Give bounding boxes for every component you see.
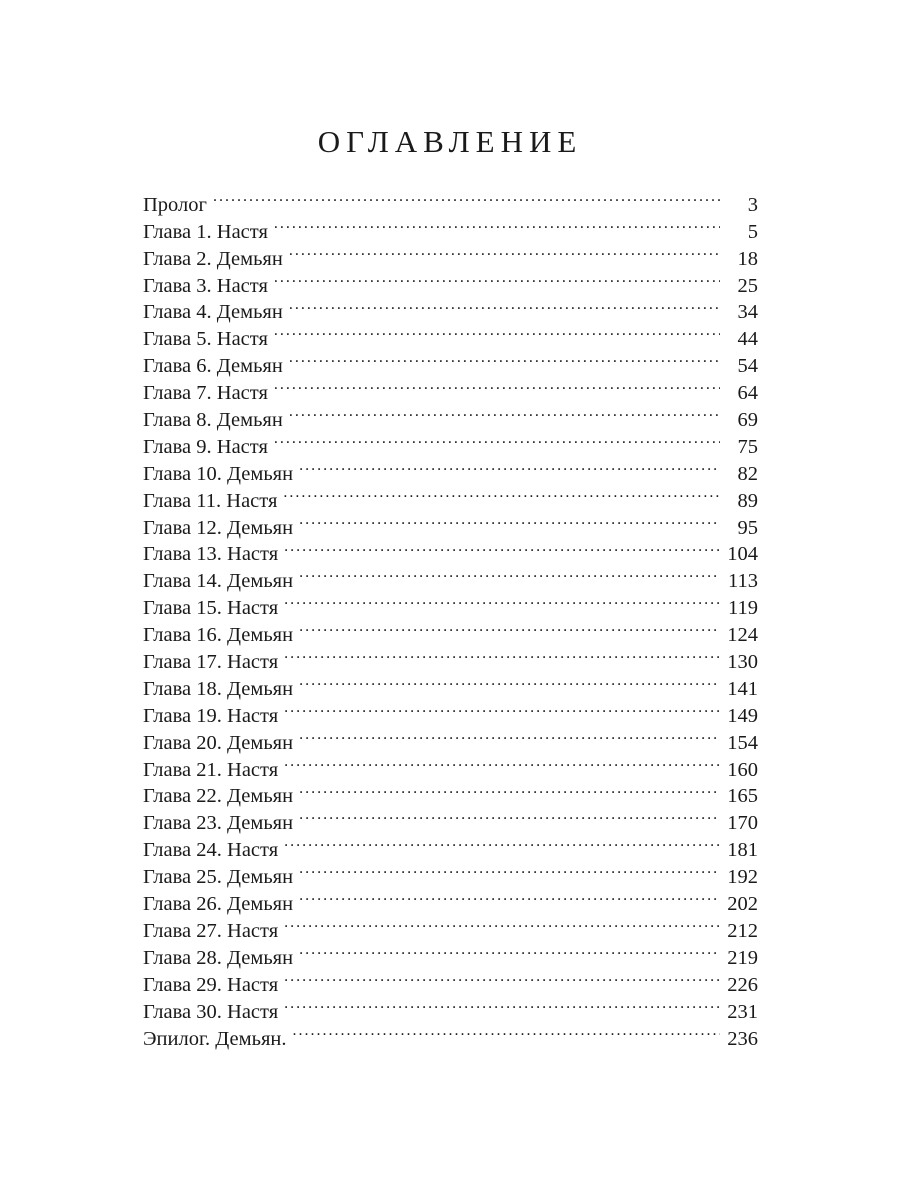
toc-entry-label: Глава 20. Демьян xyxy=(143,731,294,754)
toc-entry-page: 119 xyxy=(728,597,758,620)
dot-leader xyxy=(284,910,720,937)
toc-entry-page: 231 xyxy=(727,1000,758,1023)
dot-leader xyxy=(213,184,720,211)
toc-entry-label: Глава 24. Настя xyxy=(143,839,279,862)
dot-leader xyxy=(284,829,720,856)
toc-entry-page: 219 xyxy=(727,946,758,969)
dot-leader xyxy=(289,399,720,426)
toc-entry-label: Глава 27. Настя xyxy=(143,919,279,942)
toc-entry-label: Глава 23. Демьян xyxy=(143,812,294,835)
dot-leader xyxy=(284,534,720,561)
dot-leader xyxy=(299,507,720,534)
dot-leader xyxy=(299,668,720,695)
toc-entry-label: Глава 14. Демьян xyxy=(143,570,294,593)
dot-leader xyxy=(299,937,720,964)
toc-entry-label: Глава 22. Демьян xyxy=(143,785,294,808)
toc-entry-page: 154 xyxy=(727,731,758,754)
dot-leader xyxy=(284,749,720,776)
dot-leader xyxy=(299,856,720,883)
toc-entry-label: Глава 8. Демьян xyxy=(143,409,283,432)
toc-entry-label: Глава 11. Настя xyxy=(143,489,278,512)
toc-entry-label: Глава 5. Настя xyxy=(143,328,268,351)
toc-entry-label: Глава 1. Настя xyxy=(143,220,268,243)
toc-entry-label: Глава 10. Демьян xyxy=(143,462,294,485)
table-of-contents xyxy=(143,184,758,1050)
toc-entry-label: Глава 29. Настя xyxy=(143,973,279,996)
dot-leader xyxy=(284,641,720,668)
toc-entry-page: 202 xyxy=(727,893,758,916)
toc-entry-page: 95 xyxy=(737,516,758,539)
toc-entry-page: 124 xyxy=(727,624,758,647)
dot-leader xyxy=(299,453,720,480)
dot-leader xyxy=(274,372,720,399)
dot-leader xyxy=(289,238,720,265)
dot-leader xyxy=(284,991,720,1018)
toc-entry-label: Глава 28. Демьян xyxy=(143,946,294,969)
dot-leader xyxy=(284,695,720,722)
toc-entry-page: 82 xyxy=(737,462,758,485)
toc-entry-page: 44 xyxy=(737,328,758,351)
toc-entry-page: 104 xyxy=(727,543,758,566)
toc-entry-page: 181 xyxy=(727,839,758,862)
dot-leader xyxy=(299,802,720,829)
toc-entry-label: Глава 12. Демьян xyxy=(143,516,294,539)
toc-entry-page: 75 xyxy=(737,435,758,458)
toc-entry-label: Пролог xyxy=(143,193,207,216)
toc-entry-label: Глава 2. Демьян xyxy=(143,247,283,270)
toc-entry-page: 141 xyxy=(727,677,758,700)
dot-leader xyxy=(274,265,720,292)
toc-entry-label: Глава 3. Настя xyxy=(143,274,268,297)
toc-entry-page: 18 xyxy=(737,247,758,270)
toc-entry-label: Глава 7. Настя xyxy=(143,382,268,405)
dot-leader xyxy=(274,211,720,238)
toc-entry-page: 236 xyxy=(727,1027,758,1050)
dot-leader xyxy=(299,776,720,803)
toc-entry-label: Глава 21. Настя xyxy=(143,758,279,781)
toc-entry xyxy=(143,211,758,243)
toc-entry-label: Глава 26. Демьян xyxy=(143,893,294,916)
toc-entry-page: 113 xyxy=(728,570,758,593)
toc-entry-page: 226 xyxy=(727,973,758,996)
toc-entry-page: 165 xyxy=(727,785,758,808)
toc-entry-page: 170 xyxy=(727,812,758,835)
toc-entry-label: Глава 9. Настя xyxy=(143,435,268,458)
toc-entry-label: Глава 13. Настя xyxy=(143,543,279,566)
toc-entry-page: 25 xyxy=(737,274,758,297)
toc-entry-label: Глава 18. Демьян xyxy=(143,677,294,700)
toc-entry-page: 130 xyxy=(727,651,758,674)
toc-entry-page: 160 xyxy=(727,758,758,781)
toc-entry-label: Глава 30. Настя xyxy=(143,1000,279,1023)
toc-entry-page: 64 xyxy=(737,382,758,405)
dot-leader xyxy=(299,614,720,641)
dot-leader xyxy=(283,480,720,507)
dot-leader xyxy=(284,964,720,991)
toc-entry-page: 34 xyxy=(737,301,758,324)
dot-leader xyxy=(274,318,720,345)
dot-leader xyxy=(289,345,720,372)
toc-entry-label: Эпилог. Демьян. xyxy=(143,1027,287,1050)
toc-entry xyxy=(143,184,758,216)
page-title: ОГЛАВЛЕНИЕ xyxy=(317,124,583,159)
toc-entry-page: 54 xyxy=(737,355,758,378)
dot-leader xyxy=(292,1018,720,1045)
toc-entry-label: Глава 17. Настя xyxy=(143,651,279,674)
dot-leader xyxy=(274,426,720,453)
toc-entry-page: 3 xyxy=(747,193,758,216)
dot-leader xyxy=(299,722,720,749)
dot-leader xyxy=(299,560,720,587)
toc-entry-label: Глава 4. Демьян xyxy=(143,301,283,324)
toc-entry-page: 69 xyxy=(737,409,758,432)
toc-entry-label: Глава 6. Демьян xyxy=(143,355,283,378)
toc-entry-label: Глава 19. Настя xyxy=(143,704,279,727)
toc-entry-page: 149 xyxy=(727,704,758,727)
dot-leader xyxy=(299,883,720,910)
toc-entry-page: 192 xyxy=(727,866,758,889)
toc-entry-label: Глава 25. Демьян xyxy=(143,866,294,889)
toc-entry-page: 212 xyxy=(727,919,758,942)
toc-entry-page: 89 xyxy=(737,489,758,512)
dot-leader xyxy=(289,292,720,319)
toc-entry-page: 5 xyxy=(747,220,758,243)
dot-leader xyxy=(284,587,720,614)
toc-entry-label: Глава 15. Настя xyxy=(143,597,279,620)
toc-entry-label: Глава 16. Демьян xyxy=(143,624,294,647)
